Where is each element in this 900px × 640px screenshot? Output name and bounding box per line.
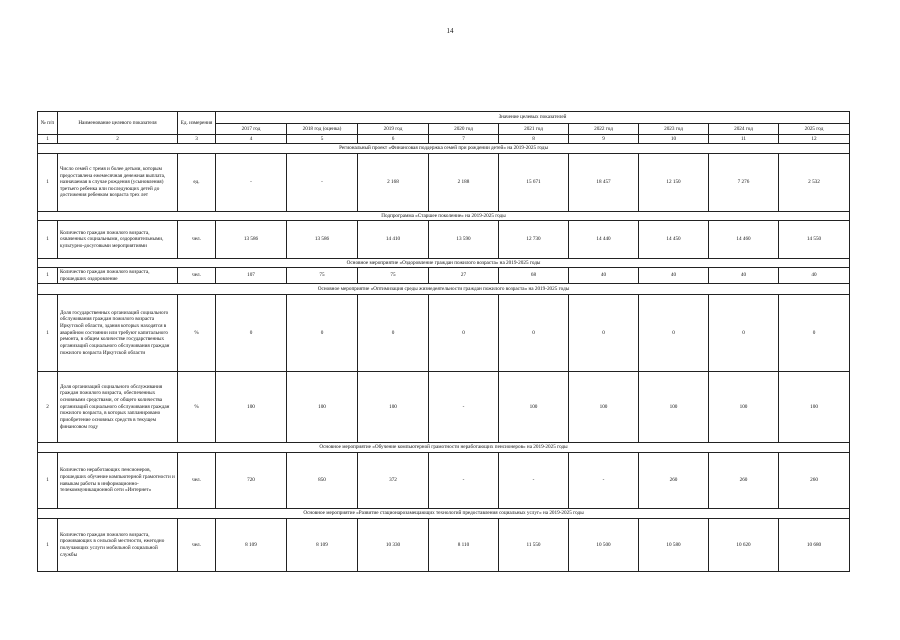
table-row	[38, 295, 850, 372]
column-number: 4	[216, 135, 287, 144]
table-row	[38, 519, 850, 572]
value-cell: 14 410	[358, 221, 429, 259]
value-cell: 11 550	[499, 519, 569, 572]
value-cell: 13 590	[429, 221, 499, 259]
section-title: Основное мероприятие «Оздоровление граждан пожилого возраста» на 2019-2025 годы	[38, 259, 850, 268]
value-cell: 100	[639, 372, 709, 443]
unit-cell: чел.	[178, 221, 216, 259]
value-cell: 40	[709, 268, 779, 284]
value-cell: 100	[216, 372, 287, 443]
value-cell: 100	[569, 372, 639, 443]
value-cell: 2 188	[429, 154, 499, 212]
section-row	[38, 509, 850, 519]
value-cell: 10 330	[358, 519, 429, 572]
column-number: 7	[429, 135, 499, 144]
value-cell: 10 500	[569, 519, 639, 572]
value-cell: 100	[287, 372, 358, 443]
value-cell: -	[499, 453, 569, 509]
table-row	[38, 453, 850, 509]
unit-cell: чел.	[178, 519, 216, 572]
value-cell: 0	[429, 295, 499, 372]
indicator-name: Доля государственных организаций социального обслуживания граждан пожилого возраста Иркутской области, здания которых находятся в аварийном состоянии или требуют капитального ремонта, в общем количестве государственных организаций социального обслуживания граждан пожилого возраста Иркутской области	[58, 295, 178, 372]
value-cell: 75	[358, 268, 429, 284]
value-cell: 14 550	[779, 221, 850, 259]
value-cell: 40	[569, 268, 639, 284]
value-cell: -	[429, 372, 499, 443]
header-year: 2020 год	[429, 124, 499, 135]
header-year: 2021 год	[499, 124, 569, 135]
column-number: 6	[358, 135, 429, 144]
value-cell: 14 450	[639, 221, 709, 259]
column-number: 9	[569, 135, 639, 144]
table-row	[38, 154, 850, 212]
value-cell: 8 109	[216, 519, 287, 572]
indicator-name: Доля организаций социального обслуживания граждан пожилого возраста, обеспеченных основными средствами, от общего количества организаций социального обслуживания граждан пожилого возраста, в которых запланировано приобретение основных средств в текущем финансовом году	[58, 372, 178, 443]
value-cell: 720	[216, 453, 287, 509]
indicator-name: Количество неработающих пенсионеров, прошедших обучение компьютерной грамотности и навыкам работы в информационно-телекоммуникационной сети «Интернет»	[58, 453, 178, 509]
row-number: 1	[38, 221, 58, 259]
value-cell: 0	[779, 295, 850, 372]
value-cell: 13 586	[216, 221, 287, 259]
header-values: Значение целевых показателей	[216, 112, 850, 124]
column-number: 3	[178, 135, 216, 144]
header-year: 2024 год	[709, 124, 779, 135]
value-cell: 260	[779, 453, 850, 509]
page-number: 14	[446, 27, 454, 35]
value-cell: 0	[358, 295, 429, 372]
value-cell: 100	[358, 372, 429, 443]
value-cell: 13 586	[287, 221, 358, 259]
target-indicators-table	[37, 111, 850, 572]
section-row	[38, 443, 850, 453]
indicator-name: Число семей с тремя и более детьми, которым предоставлена ежемесячная денежная выплата, назначаемая в случае рождения (усыновления) третьего ребенка или последующих детей до достижения ребенком возраста трех лет	[58, 154, 178, 212]
value-cell: 15 671	[499, 154, 569, 212]
section-row	[38, 144, 850, 154]
table-row	[38, 221, 850, 259]
value-cell: 2 168	[358, 154, 429, 212]
value-cell: 100	[499, 372, 569, 443]
header-year: 2017 год	[216, 124, 287, 135]
value-cell: 27	[429, 268, 499, 284]
row-number: 1	[38, 268, 58, 284]
value-cell: 2 532	[779, 154, 850, 212]
value-cell: 10 680	[779, 519, 850, 572]
section-row	[38, 284, 850, 295]
value-cell: 14 440	[569, 221, 639, 259]
header-indicator-name: Наименование целевого показателя	[58, 112, 178, 135]
section-row	[38, 212, 850, 221]
section-title: Основное мероприятие «Развитие стационарозамещающих технологий предоставления социальных услуг» на 2019-2025 годы	[38, 509, 850, 519]
indicator-name: Количество граждан пожилого возраста, проживающих в сельской местности, ежегодно получающих услуги мобильной социальной службы	[58, 519, 178, 572]
section-title: Основное мероприятие «Оптимизация среды жизнедеятельности граждан пожилого возраста» на 2019-2025 годы	[38, 284, 850, 295]
value-cell: 0	[499, 295, 569, 372]
value-cell: 260	[639, 453, 709, 509]
value-cell: 0	[709, 295, 779, 372]
table-row	[38, 268, 850, 284]
section-title: Основное мероприятие «Обучение компьютерной грамотности неработающих пенсионеров» на 2019-2025 годы	[38, 443, 850, 453]
section-row	[38, 259, 850, 268]
unit-cell: %	[178, 372, 216, 443]
value-cell: 0	[639, 295, 709, 372]
value-cell: 100	[709, 372, 779, 443]
header-num: № п/п	[38, 112, 58, 135]
value-cell: -	[429, 453, 499, 509]
header-year: 2018 год (оценка)	[287, 124, 358, 135]
column-number: 1	[38, 135, 58, 144]
value-cell: 40	[639, 268, 709, 284]
value-cell: 8 109	[287, 519, 358, 572]
row-number: 1	[38, 154, 58, 212]
header-year: 2025 год	[779, 124, 850, 135]
row-number: 1	[38, 295, 58, 372]
value-cell: 68	[499, 268, 569, 284]
value-cell: 7 276	[709, 154, 779, 212]
column-number: 10	[639, 135, 709, 144]
column-number: 5	[287, 135, 358, 144]
column-number: 11	[709, 135, 779, 144]
value-cell: 107	[216, 268, 287, 284]
column-number: 8	[499, 135, 569, 144]
value-cell: 10 580	[639, 519, 709, 572]
value-cell: 0	[287, 295, 358, 372]
header-unit: Ед. измерения	[178, 112, 216, 135]
indicator-name: Количество граждан пожилого возраста, прошедших оздоровление	[58, 268, 178, 284]
value-cell: -	[569, 453, 639, 509]
section-title: Региональный проект «Финансовая поддержка семей при рождении детей» на 2019-2025 годы	[38, 144, 850, 154]
section-title: Подпрограмма «Старшее поколение» на 2019-2025 годы	[38, 212, 850, 221]
value-cell: 12 730	[499, 221, 569, 259]
value-cell: -	[216, 154, 287, 212]
value-cell: 75	[287, 268, 358, 284]
column-number: 12	[779, 135, 850, 144]
value-cell: 0	[216, 295, 287, 372]
unit-cell: %	[178, 295, 216, 372]
value-cell: 10 620	[709, 519, 779, 572]
row-number: 1	[38, 519, 58, 572]
column-number: 2	[58, 135, 178, 144]
unit-cell: чел.	[178, 268, 216, 284]
header-year: 2022 год	[569, 124, 639, 135]
row-number: 1	[38, 453, 58, 509]
value-cell: 14 460	[709, 221, 779, 259]
value-cell: 18 457	[569, 154, 639, 212]
table-row	[38, 372, 850, 443]
value-cell: 0	[569, 295, 639, 372]
indicator-name: Количество граждан пожилого возраста, охваченных социальными, оздоровительными, культурно-досуговыми мероприятиями	[58, 221, 178, 259]
value-cell: 260	[709, 453, 779, 509]
header-year: 2019 год	[358, 124, 429, 135]
header-year: 2023 год	[639, 124, 709, 135]
value-cell: 8 110	[429, 519, 499, 572]
value-cell: 40	[779, 268, 850, 284]
unit-cell: ед.	[178, 154, 216, 212]
value-cell: 850	[287, 453, 358, 509]
value-cell: 372	[358, 453, 429, 509]
value-cell: -	[287, 154, 358, 212]
unit-cell: чел.	[178, 453, 216, 509]
row-number: 2	[38, 372, 58, 443]
value-cell: 100	[779, 372, 850, 443]
value-cell: 12 150	[639, 154, 709, 212]
